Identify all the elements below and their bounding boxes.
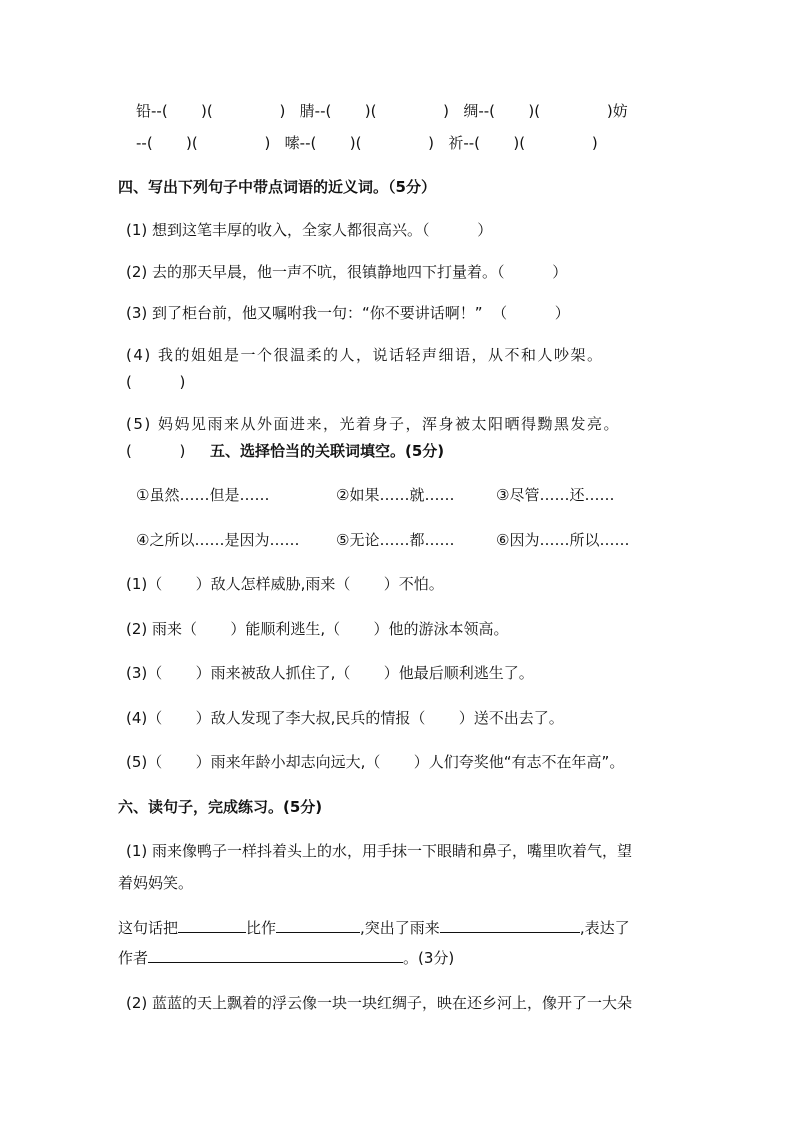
section-4-title: 四、写出下列句子中带点词语的近义词。（5分） xyxy=(118,178,436,196)
answer-blank-3[interactable] xyxy=(440,918,580,933)
option-3: ③尽管……还…… xyxy=(496,486,615,504)
section-6-question-1-line-2: 着妈妈笑。 xyxy=(118,874,194,892)
section-4-question-4: (4) 我的姐姐是一个很温柔的人，说话轻声细语，从不和人吵架。 xyxy=(126,346,604,364)
option-6: ⑥因为……所以…… xyxy=(496,531,630,549)
answer-blank-4[interactable] xyxy=(148,948,403,963)
fill-text-f: 。(3分) xyxy=(403,949,455,967)
section-5-title: 五、选择恰当的关联词填空。(5分) xyxy=(210,442,445,460)
section-4-question-2: (2) 去的那天早晨，他一声不吭，很镇静地四下打量着。（ ） xyxy=(126,263,568,281)
section-4-question-3: (3) 到了柜台前，他又嘱咐我一句：“你不要讲话啊！” （ ） xyxy=(126,304,570,322)
section-4-question-5-blank: ( ) xyxy=(126,442,186,460)
fill-in-line-1 xyxy=(118,918,630,938)
section-5-question-5: (5)（ ）雨来年龄小却志向远大,（ ）人们夸奖他“有志不在年高”。 xyxy=(126,753,625,771)
section-4-question-5: (5) 妈妈见雨来从外面进来，光着身子，浑身被太阳晒得黝黑发亮。 xyxy=(126,415,621,433)
fill-text-a: 这句话把 xyxy=(118,919,179,937)
section-5-question-3: (3)（ ）雨来被敌人抓住了,（ ）他最后顺利逃生了。 xyxy=(126,664,534,682)
section-5-question-1: (1)（ ）敌人怎样威胁,雨来（ ）不怕。 xyxy=(126,575,444,593)
option-5: ⑤无论……都…… xyxy=(336,531,455,549)
fill-text-e: 作者 xyxy=(118,949,149,967)
section-6-question-2-line-1: (2) 蓝蓝的天上飘着的浮云像一块一块红绸子，映在还乡河上，像开了一大朵 xyxy=(126,994,633,1012)
option-2: ②如果……就…… xyxy=(336,486,455,504)
answer-blank-1[interactable] xyxy=(178,918,246,933)
section-4-question-1: (1) 想到这笔丰厚的收入，全家人都很高兴。（ ） xyxy=(126,221,493,239)
polyphone-row-2: --( )( ) 嗦--( )( ) 祈--( )( ) xyxy=(136,134,598,152)
option-1: ①虽然……但是…… xyxy=(136,486,270,504)
fill-text-c: ,突出了雨来 xyxy=(360,919,440,937)
fill-in-line-2 xyxy=(118,948,454,968)
section-4-question-4-blank: ( ) xyxy=(126,373,186,391)
section-5-question-2: (2) 雨来（ ）能顺利逃生,（ ）他的游泳本领高。 xyxy=(126,620,509,638)
fill-text-b: 比作 xyxy=(246,919,277,937)
section-6-title: 六、读句子，完成练习。(5分) xyxy=(118,798,323,816)
polyphone-row-1: 铅--( )( ) 腈--( )( ) 绸--( )( )妨 xyxy=(136,102,628,120)
section-6-question-1-line-1: (1) 雨来像鸭子一样抖着头上的水，用手抹一下眼睛和鼻子，嘴里吹着气，望 xyxy=(126,842,633,860)
fill-text-d: ,表达了 xyxy=(579,919,630,937)
option-4: ④之所以……是因为…… xyxy=(136,531,300,549)
section-5-question-4: (4)（ ）敌人发现了李大叔,民兵的情报（ ）送不出去了。 xyxy=(126,709,564,727)
answer-blank-2[interactable] xyxy=(276,918,360,933)
